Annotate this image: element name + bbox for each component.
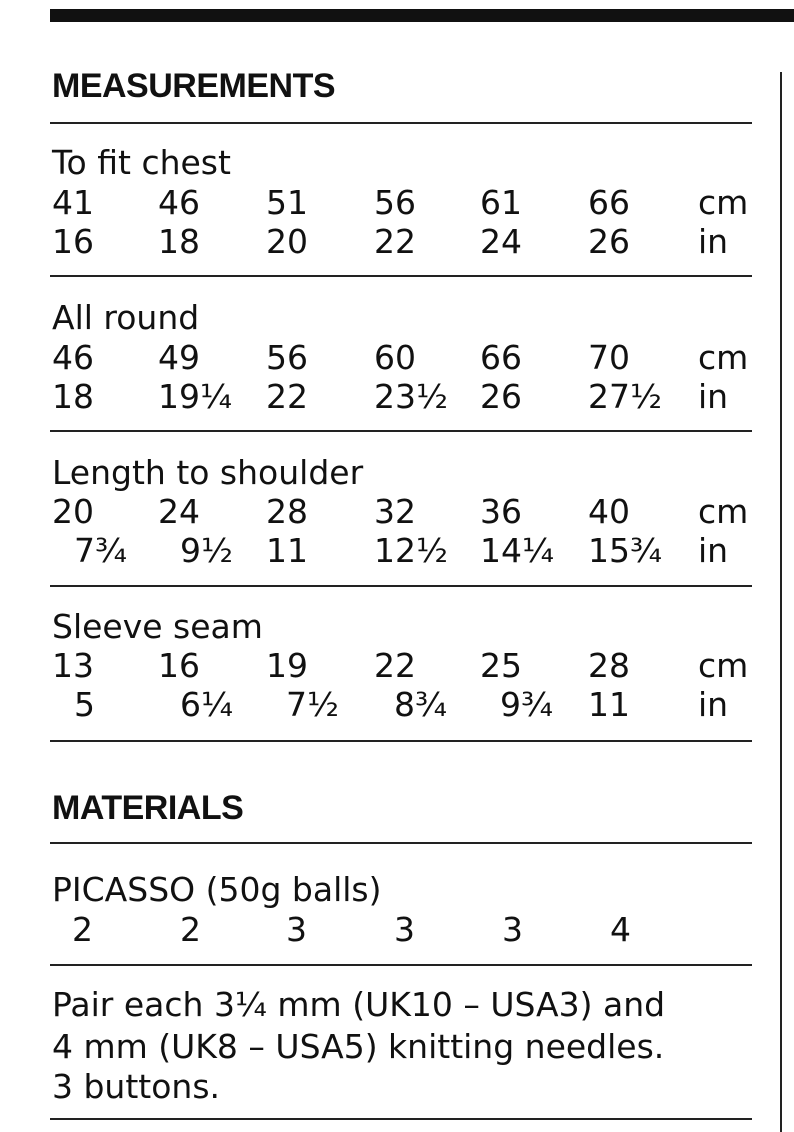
all-round-in-unit: in: [698, 377, 729, 416]
length-label: Length to shoulder: [52, 453, 364, 492]
section-rule: [50, 1118, 752, 1120]
chest-in-4: 22: [374, 222, 416, 261]
yarn-qty-1: 2: [72, 910, 93, 949]
sleeve-cm-3: 19: [266, 646, 308, 685]
all-round-cm-unit: cm: [698, 338, 749, 377]
sleeve-in-1: 5: [74, 685, 95, 724]
all-round-in-4: 23½: [374, 377, 448, 416]
sleeve-cm-6: 28: [588, 646, 630, 685]
yarn-label: PICASSO (50g balls): [52, 870, 382, 909]
yarn-qty-2: 2: [180, 910, 201, 949]
length-cm-1: 20: [52, 492, 94, 531]
length-in-2: 9½: [180, 531, 233, 570]
materials-heading: MATERIALS: [52, 789, 244, 827]
length-cm-3: 28: [266, 492, 308, 531]
yarn-qty-6: 4: [610, 910, 631, 949]
chest-cm-6: 66: [588, 183, 630, 222]
sleeve-in-unit: in: [698, 685, 729, 724]
length-in-6: 15¾: [588, 531, 662, 570]
chest-in-5: 24: [480, 222, 522, 261]
chest-cm-unit: cm: [698, 183, 749, 222]
section-rule: [50, 275, 752, 277]
sleeve-in-3: 7½: [286, 685, 339, 724]
all-round-cm-2: 49: [158, 338, 200, 377]
chest-in-6: 26: [588, 222, 630, 261]
sleeve-cm-5: 25: [480, 646, 522, 685]
chest-in-2: 18: [158, 222, 200, 261]
chest-cm-5: 61: [480, 183, 522, 222]
all-round-in-5: 26: [480, 377, 522, 416]
all-round-cm-5: 66: [480, 338, 522, 377]
buttons-line: 3 buttons.: [52, 1067, 221, 1106]
top-bar: [50, 9, 794, 22]
length-cm-unit: cm: [698, 492, 749, 531]
yarn-qty-3: 3: [286, 910, 307, 949]
sleeve-in-6: 11: [588, 685, 630, 724]
needles-line-1: Pair each 3¼ mm (UK10 – USA3) and: [52, 985, 666, 1024]
chest-cm-2: 46: [158, 183, 200, 222]
all-round-in-3: 22: [266, 377, 308, 416]
sleeve-label: Sleeve seam: [52, 607, 263, 646]
length-cm-2: 24: [158, 492, 200, 531]
section-rule: [50, 430, 752, 432]
chest-in-3: 20: [266, 222, 308, 261]
length-in-unit: in: [698, 531, 729, 570]
all-round-cm-1: 46: [52, 338, 94, 377]
section-rule: [50, 122, 752, 124]
all-round-in-1: 18: [52, 377, 94, 416]
length-in-4: 12½: [374, 531, 448, 570]
column-divider: [780, 72, 782, 1132]
chest-label: To fit chest: [52, 143, 231, 182]
section-rule: [50, 964, 752, 966]
yarn-qty-4: 3: [394, 910, 415, 949]
sleeve-in-2: 6¼: [180, 685, 233, 724]
chest-cm-4: 56: [374, 183, 416, 222]
sleeve-cm-1: 13: [52, 646, 94, 685]
sleeve-cm-2: 16: [158, 646, 200, 685]
chest-in-1: 16: [52, 222, 94, 261]
sleeve-in-5: 9¾: [500, 685, 553, 724]
length-in-3: 11: [266, 531, 308, 570]
length-in-5: 14¼: [480, 531, 554, 570]
sleeve-cm-4: 22: [374, 646, 416, 685]
all-round-cm-3: 56: [266, 338, 308, 377]
section-rule: [50, 842, 752, 844]
length-cm-5: 36: [480, 492, 522, 531]
needles-line-2: 4 mm (UK8 – USA5) knitting needles.: [52, 1027, 665, 1066]
all-round-label: All round: [52, 298, 200, 337]
sleeve-cm-unit: cm: [698, 646, 749, 685]
section-rule: [50, 740, 752, 742]
yarn-qty-5: 3: [502, 910, 523, 949]
chest-cm-1: 41: [52, 183, 94, 222]
measurements-heading: MEASUREMENTS: [52, 67, 336, 105]
chest-cm-3: 51: [266, 183, 308, 222]
all-round-in-6: 27½: [588, 377, 662, 416]
all-round-in-2: 19¼: [158, 377, 232, 416]
length-cm-4: 32: [374, 492, 416, 531]
sleeve-in-4: 8¾: [394, 685, 447, 724]
section-rule: [50, 585, 752, 587]
length-in-1: 7¾: [74, 531, 127, 570]
length-cm-6: 40: [588, 492, 630, 531]
all-round-cm-4: 60: [374, 338, 416, 377]
chest-in-unit: in: [698, 222, 729, 261]
all-round-cm-6: 70: [588, 338, 630, 377]
